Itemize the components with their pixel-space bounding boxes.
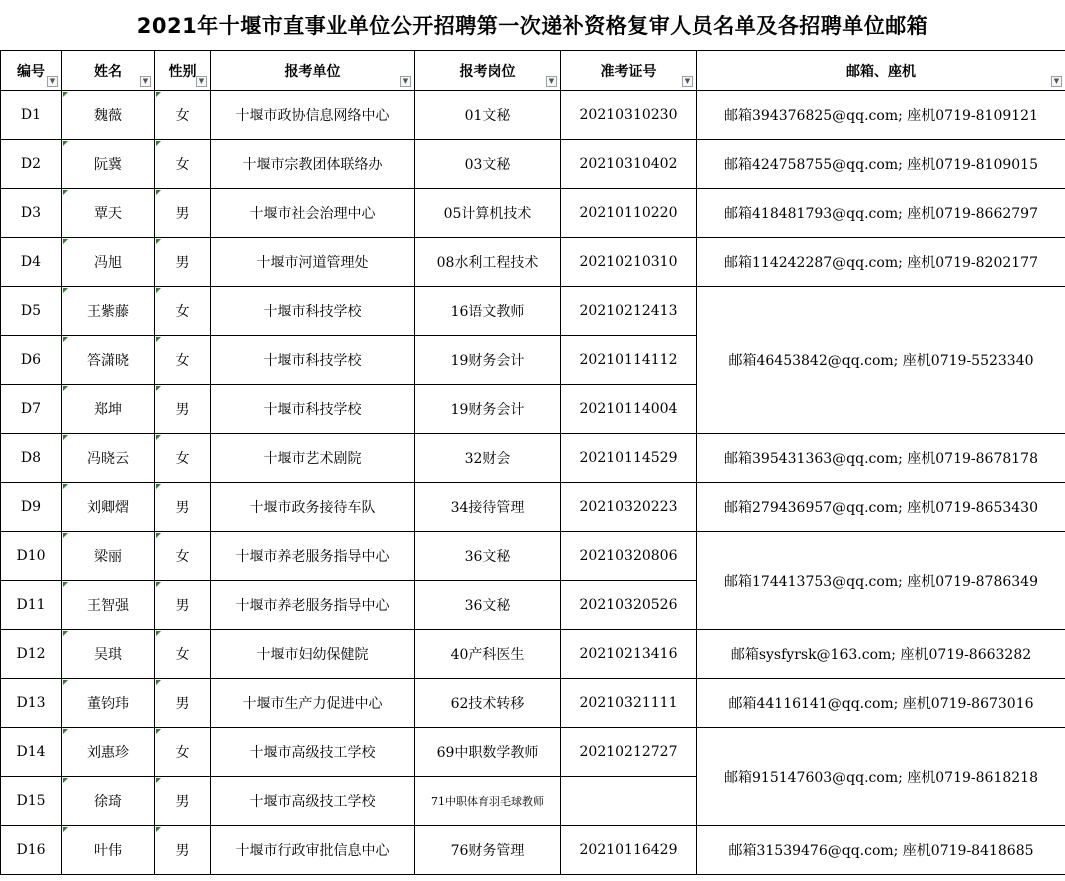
filter-dropdown-icon[interactable]: ▼	[1051, 76, 1062, 87]
header-label: 姓名	[94, 63, 122, 80]
cell-unit[interactable]: 十堰市河道管理处	[211, 238, 415, 287]
cell-id[interactable]: D1	[1, 91, 62, 140]
cell-name[interactable]: 郑坤	[62, 385, 155, 434]
cell-post[interactable]: 19财务会计	[415, 336, 561, 385]
header-label: 编号	[17, 63, 45, 80]
cell-post[interactable]: 32财会	[415, 434, 561, 483]
filter-dropdown-icon[interactable]: ▼	[140, 76, 151, 87]
cell-name[interactable]: 冯晓云	[62, 434, 155, 483]
filter-dropdown-icon[interactable]: ▼	[400, 76, 411, 87]
cell-id[interactable]: D9	[1, 483, 62, 532]
cell-id[interactable]: D12	[1, 630, 62, 679]
table-row	[1, 532, 1065, 581]
cell-contact[interactable]: 邮箱31539476@qq.com; 座机0719-8418685	[697, 826, 1065, 875]
cell-ticket[interactable]: 20210213416	[561, 630, 697, 679]
header-row	[1, 51, 1065, 91]
table-row	[1, 140, 1065, 189]
cell-gender[interactable]: 女	[155, 630, 211, 679]
table-row	[1, 728, 1065, 777]
header-label: 准考证号	[600, 63, 657, 80]
header-label: 性别	[168, 63, 197, 80]
header-gender	[155, 51, 211, 91]
cell-gender[interactable]: 女	[155, 91, 211, 140]
cell-id[interactable]: D2	[1, 140, 62, 189]
cell-post[interactable]: 62技术转移	[415, 679, 561, 728]
filter-dropdown-icon[interactable]: ▼	[196, 76, 207, 87]
cell-unit[interactable]: 十堰市高级技工学校	[211, 728, 415, 777]
cell-gender[interactable]: 男	[155, 238, 211, 287]
cell-id[interactable]: D3	[1, 189, 62, 238]
cell-ticket[interactable]: 20210212727	[561, 728, 697, 777]
table-row	[1, 826, 1065, 875]
cell-unit[interactable]: 十堰市科技学校	[211, 385, 415, 434]
cell-gender[interactable]: 男	[155, 777, 211, 826]
cell-contact[interactable]: 邮箱44116141@qq.com; 座机0719-8673016	[697, 679, 1065, 728]
cell-post[interactable]: 03文秘	[415, 140, 561, 189]
cell-ticket[interactable]: 20210110220	[561, 189, 697, 238]
cell-contact[interactable]: 邮箱sysfyrsk@163.com; 座机0719-8663282	[697, 630, 1065, 679]
cell-ticket[interactable]: 20210310230	[561, 91, 697, 140]
cell-id[interactable]: D8	[1, 434, 62, 483]
cell-post[interactable]: 71中职体育羽毛球教师	[415, 777, 561, 826]
filter-dropdown-icon[interactable]: ▼	[682, 76, 693, 87]
cell-ticket[interactable]: 20210320223	[561, 483, 697, 532]
cell-contact[interactable]: 邮箱424758755@qq.com; 座机0719-8109015	[697, 140, 1065, 189]
cell-unit[interactable]: 十堰市社会治理中心	[211, 189, 415, 238]
cell-unit[interactable]: 十堰市科技学校	[211, 336, 415, 385]
cell-id[interactable]: D15	[1, 777, 62, 826]
cell-ticket[interactable]	[561, 777, 697, 826]
cell-gender[interactable]: 男	[155, 826, 211, 875]
cell-id[interactable]: D10	[1, 532, 62, 581]
cell-contact[interactable]: 邮箱394376825@qq.com; 座机0719-8109121	[697, 91, 1065, 140]
cell-gender[interactable]: 女	[155, 140, 211, 189]
cell-id[interactable]: D16	[1, 826, 62, 875]
cell-unit[interactable]: 十堰市生产力促进中心	[211, 679, 415, 728]
cell-post[interactable]: 19财务会计	[415, 385, 561, 434]
cell-post[interactable]: 40产科医生	[415, 630, 561, 679]
cell-ticket[interactable]: 20210212413	[561, 287, 697, 336]
cell-id[interactable]: D5	[1, 287, 62, 336]
cell-post[interactable]: 16语文教师	[415, 287, 561, 336]
cell-id[interactable]: D14	[1, 728, 62, 777]
cell-ticket[interactable]: 20210321111	[561, 679, 697, 728]
page-title: 2021年十堰市直事业单位公开招聘第一次递补资格复审人员名单及各招聘单位邮箱	[136, 14, 929, 38]
cell-post[interactable]: 36文秘	[415, 532, 561, 581]
cell-ticket[interactable]: 20210320806	[561, 532, 697, 581]
cell-unit[interactable]: 十堰市养老服务指导中心	[211, 532, 415, 581]
cell-unit[interactable]: 十堰市科技学校	[211, 287, 415, 336]
cell-gender[interactable]: 女	[155, 336, 211, 385]
cell-contact-merged[interactable]: 邮箱46453842@qq.com; 座机0719-5523340	[697, 287, 1065, 434]
header-ticket	[561, 51, 697, 91]
cell-unit[interactable]: 十堰市宗教团体联络办	[211, 140, 415, 189]
cell-name[interactable]: 阮冀	[62, 140, 155, 189]
cell-post[interactable]: 08水利工程技术	[415, 238, 561, 287]
cell-name[interactable]: 答潇晓	[62, 336, 155, 385]
filter-dropdown-icon[interactable]: ▼	[47, 76, 58, 87]
cell-gender[interactable]: 男	[155, 189, 211, 238]
cell-name[interactable]: 刘惠珍	[62, 728, 155, 777]
table-row	[1, 91, 1065, 140]
cell-post[interactable]: 05计算机技术	[415, 189, 561, 238]
table-row	[1, 238, 1065, 287]
cell-id[interactable]: D6	[1, 336, 62, 385]
header-contact	[697, 51, 1065, 91]
cell-unit[interactable]: 十堰市妇幼保健院	[211, 630, 415, 679]
cell-contact-merged[interactable]: 邮箱915147603@qq.com; 座机0719-8618218	[697, 728, 1065, 826]
cell-post[interactable]: 01文秘	[415, 91, 561, 140]
cell-post[interactable]: 69中职数学教师	[415, 728, 561, 777]
cell-unit[interactable]: 十堰市艺术剧院	[211, 434, 415, 483]
cell-name[interactable]: 梁丽	[62, 532, 155, 581]
header-name	[62, 51, 155, 91]
cell-gender[interactable]: 男	[155, 679, 211, 728]
cell-ticket[interactable]: 20210310402	[561, 140, 697, 189]
cell-gender[interactable]: 女	[155, 532, 211, 581]
header-post	[415, 51, 561, 91]
cell-contact-merged[interactable]: 邮箱174413753@qq.com; 座机0719-8786349	[697, 532, 1065, 630]
cell-name[interactable]: 徐琦	[62, 777, 155, 826]
cell-contact[interactable]: 邮箱279436957@qq.com; 座机0719-8653430	[697, 483, 1065, 532]
cell-gender[interactable]: 男	[155, 483, 211, 532]
cell-unit[interactable]: 十堰市政务接待车队	[211, 483, 415, 532]
cell-id[interactable]: D13	[1, 679, 62, 728]
filter-dropdown-icon[interactable]: ▼	[546, 76, 557, 87]
cell-gender[interactable]: 男	[155, 385, 211, 434]
cell-id[interactable]: D4	[1, 238, 62, 287]
cell-ticket[interactable]: 20210114004	[561, 385, 697, 434]
cell-contact[interactable]: 邮箱395431363@qq.com; 座机0719-8678178	[697, 434, 1065, 483]
cell-post[interactable]: 36文秘	[415, 581, 561, 630]
cell-ticket[interactable]: 20210210310	[561, 238, 697, 287]
cell-name[interactable]: 冯旭	[62, 238, 155, 287]
table-row	[1, 679, 1065, 728]
cell-name[interactable]: 王紫藤	[62, 287, 155, 336]
table-row	[1, 189, 1065, 238]
cell-name[interactable]: 董钧玮	[62, 679, 155, 728]
header-unit	[211, 51, 415, 91]
candidate-table	[0, 50, 1065, 875]
table-row	[1, 287, 1065, 336]
table-row	[1, 630, 1065, 679]
cell-ticket[interactable]: 20210114112	[561, 336, 697, 385]
cell-id[interactable]: D11	[1, 581, 62, 630]
header-label: 报考岗位	[459, 63, 516, 80]
cell-name[interactable]: 王智强	[62, 581, 155, 630]
cell-name[interactable]: 刘卿熠	[62, 483, 155, 532]
cell-ticket[interactable]: 20210320526	[561, 581, 697, 630]
cell-unit[interactable]: 十堰市政协信息网络中心	[211, 91, 415, 140]
cell-contact[interactable]: 邮箱114242287@qq.com; 座机0719-8202177	[697, 238, 1065, 287]
cell-gender[interactable]: 男	[155, 581, 211, 630]
header-label: 报考单位	[284, 63, 341, 80]
cell-ticket[interactable]: 20210116429	[561, 826, 697, 875]
cell-id[interactable]: D7	[1, 385, 62, 434]
cell-post[interactable]: 76财务管理	[415, 826, 561, 875]
cell-gender[interactable]: 女	[155, 728, 211, 777]
cell-gender[interactable]: 女	[155, 434, 211, 483]
cell-unit[interactable]: 十堰市养老服务指导中心	[211, 581, 415, 630]
table-row	[1, 483, 1065, 532]
cell-name[interactable]: 魏薇	[62, 91, 155, 140]
cell-unit[interactable]: 十堰市高级技工学校	[211, 777, 415, 826]
cell-name[interactable]: 覃天	[62, 189, 155, 238]
header-id	[1, 51, 62, 91]
table-row	[1, 434, 1065, 483]
cell-name[interactable]: 吴琪	[62, 630, 155, 679]
cell-post[interactable]: 34接待管理	[415, 483, 561, 532]
cell-name[interactable]: 叶伟	[62, 826, 155, 875]
cell-contact[interactable]: 邮箱418481793@qq.com; 座机0719-8662797	[697, 189, 1065, 238]
header-label: 邮箱、座机	[846, 63, 916, 80]
cell-ticket[interactable]: 20210114529	[561, 434, 697, 483]
cell-unit[interactable]: 十堰市行政审批信息中心	[211, 826, 415, 875]
cell-gender[interactable]: 女	[155, 287, 211, 336]
